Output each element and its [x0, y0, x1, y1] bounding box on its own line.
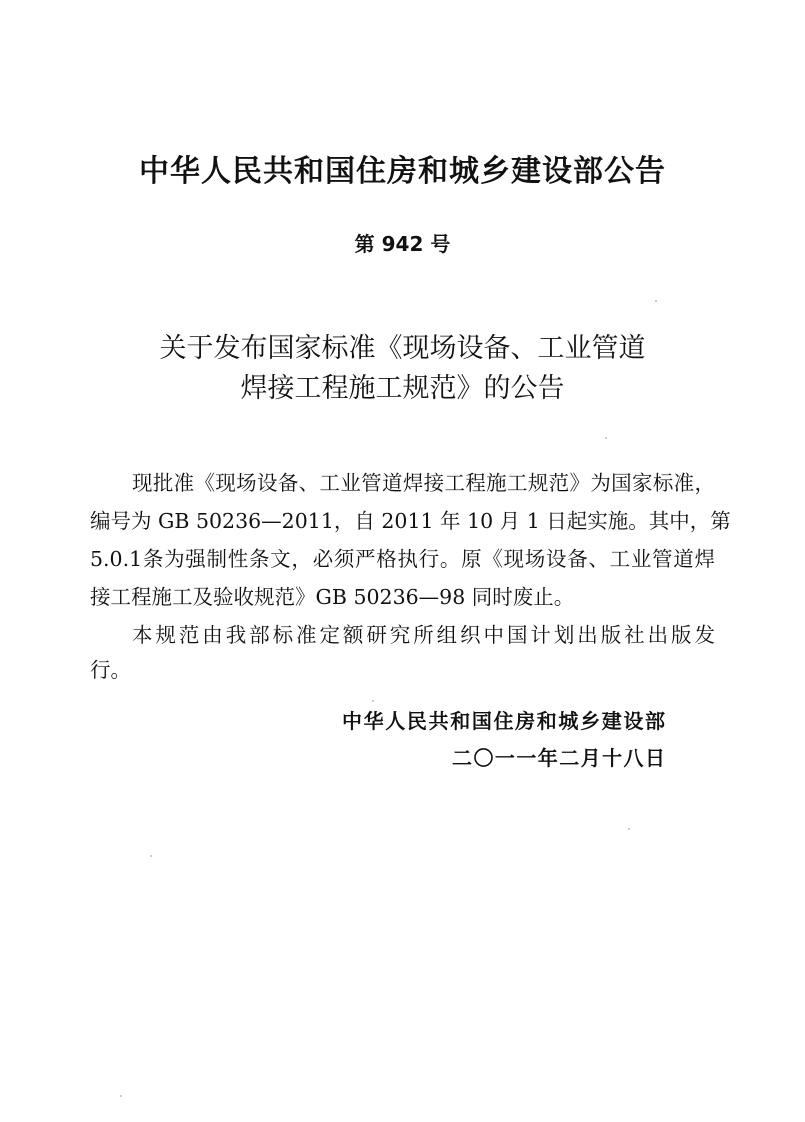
body-line: 行。: [90, 658, 131, 682]
announcement-number: 第 942 号: [354, 232, 451, 256]
announcement-title: 中华人民共和国住房和城乡建设部公告: [139, 154, 666, 189]
body-line: 5.0.1条为强制性条文，必须严格执行。原《现场设备、工业管道焊: [90, 547, 715, 571]
signature-organization: 中华人民共和国住房和城乡建设部: [342, 709, 665, 733]
scan-speck: [150, 855, 152, 857]
signature-date: 二〇一一年二月十八日: [452, 746, 665, 770]
scan-speck: [655, 300, 657, 302]
scan-speck: [605, 437, 607, 439]
body-line: 接工程施工及验收规范》GB 50236—98 同时废止。: [90, 585, 575, 609]
scan-speck: [120, 1095, 122, 1097]
subject-line-1: 关于发布国家标准《现场设备、工业管道: [159, 333, 646, 364]
body-line: 编号为 GB 50236—2011，自 2011 年 10 月 1 日起实施。其中，第: [90, 509, 731, 533]
subject-line-2: 焊接工程施工规范》的公告: [240, 373, 565, 404]
scan-speck: [372, 700, 374, 702]
body-line: 本规范由我部标准定额研究所组织中国计划出版社出版发: [132, 623, 715, 647]
scan-speck: [628, 828, 630, 830]
body-line: 现批准《现场设备、工业管道焊接工程施工规范》为国家标准，: [132, 471, 715, 495]
